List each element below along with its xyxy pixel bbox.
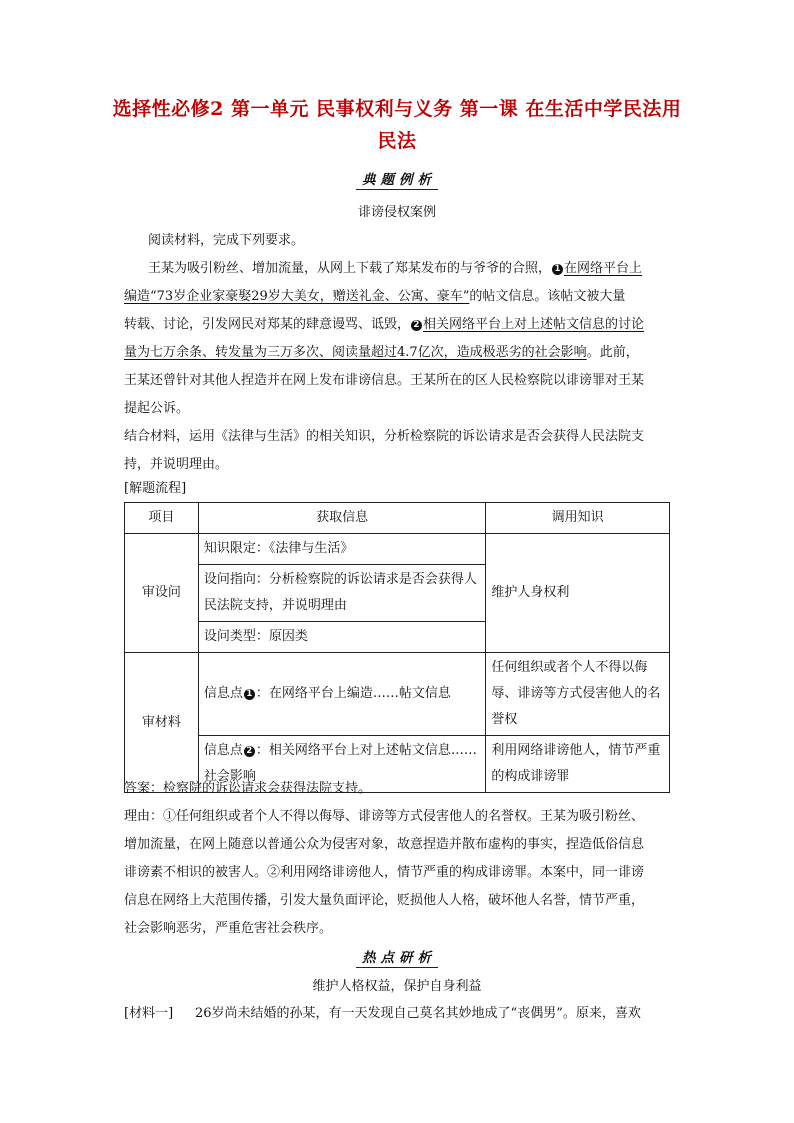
material-line-5: 王某还曾针对其他人捏造并在网上发布诽谤信息。王某所在的区人民检察院以诽谤罪对王某 bbox=[124, 373, 645, 388]
knowledge-reputation-right: 任何组织或者个人不得以侮辱、诽谤等方式侵害他人的名誉权 bbox=[486, 653, 670, 736]
section-2-title: 维护人格权益，保护自身利益 bbox=[312, 979, 482, 994]
section-heading-example: 典题例析 bbox=[0, 168, 794, 190]
reason-line-2: 增加流量，在网上随意以普通公众为侵害对象，故意捏造并散布虚构的事实，捏造低俗信息 bbox=[124, 837, 645, 852]
knowledge-defamation-crime: 利用网络诽谤他人，情节严重的构成诽谤罪 bbox=[486, 736, 670, 793]
question-line-2: 持，并说明理由。 bbox=[124, 457, 229, 472]
case-title: 诽谤侵权案例 bbox=[357, 205, 436, 220]
material-line-4: 量为七万余条、转发量为三万多次、阅读量超过4.7亿次，造成极恶劣的社会影响。此前， bbox=[124, 345, 639, 360]
flow-label: [解题流程] bbox=[124, 481, 187, 496]
question-line-1: 结合材料，运用《法律与生活》的相关知识，分析检察院的诉讼请求是否会获得人民法院支 bbox=[124, 429, 645, 444]
material-line-3: 转载、讨论，引发网民对郑某的肆意谩骂、诋毁， 2 相关网络平台上对上述帖文信息的讨论 bbox=[124, 317, 645, 332]
row-item-material: 审材料 bbox=[125, 653, 199, 793]
material-line-1: 王某为吸引粉丝、增加流量，从网上下载了郑某发布的与爷爷的合照， 1 在网络平台上 bbox=[148, 261, 643, 276]
info-point-2: 信息点 2 ：相关网络平台上对上述帖文信息……社会影响 bbox=[198, 736, 485, 793]
document-title bbox=[100, 93, 694, 157]
reason-line-5: 社会影响恶劣，严重危害社会秩序。 bbox=[124, 921, 333, 936]
info-knowledge-limit: 知识限定：《法律与生活》 bbox=[198, 534, 485, 565]
title-line-2: 民法 bbox=[377, 130, 417, 152]
knowledge-personal-rights: 维护人身权利 bbox=[486, 534, 670, 653]
answer-text: 答案：检察院的诉讼请求会获得法院支持。 bbox=[124, 781, 372, 796]
title-line-1: 选择性必修2 第一单元 民事权利与义务 第一课 在生活中学民法用 bbox=[112, 98, 682, 120]
reason-line-3: 诽谤素不相识的被害人。②利用网络诽谤他人，情节严重的构成诽谤罪。本案中，同一诽谤 bbox=[124, 865, 645, 880]
table-row bbox=[125, 534, 670, 565]
table-row bbox=[125, 653, 670, 736]
table-header-row bbox=[125, 503, 670, 534]
material-line-2: 编造“73岁企业家豪娶29岁大美女，赠送礼金、公寓、豪车”的帖文信息。该帖文被大量 bbox=[124, 289, 626, 304]
circle-number-1: 1 bbox=[552, 264, 563, 275]
row-item-question: 审设问 bbox=[125, 534, 199, 653]
header-knowledge: 调用知识 bbox=[486, 503, 670, 534]
info-point-1: 信息点 1 ：在网络平台上编造……帖文信息 bbox=[198, 653, 485, 736]
material-line-6: 提起公诉。 bbox=[124, 401, 190, 416]
info-question-direction: 设问指向：分析检察院的诉讼请求是否会获得人民法院支持，并说明理由 bbox=[198, 565, 485, 622]
material-one-text: 26岁尚未结婚的孙某，有一天发现自己莫名其妙地成了“丧偶男”。原来，喜欢 bbox=[195, 1006, 641, 1021]
solution-flow-table bbox=[124, 502, 670, 793]
header-item: 项目 bbox=[125, 503, 199, 534]
section-heading-hotspot: 热点研析 bbox=[0, 946, 794, 968]
header-info: 获取信息 bbox=[198, 503, 485, 534]
circle-number-2: 2 bbox=[411, 320, 422, 331]
intro-text: 阅读材料，完成下列要求。 bbox=[148, 233, 305, 248]
material-one-label: [材料一] bbox=[124, 1006, 174, 1021]
info-question-type: 设问类型：原因类 bbox=[198, 622, 485, 653]
reason-line-1: 理由：①任何组织或者个人不得以侮辱、诽谤等方式侵害他人的名誉权。王某为吸引粉丝、 bbox=[124, 809, 645, 824]
reason-line-4: 信息在网络上大范围传播，引发大量负面评论，贬损他人人格，破坏他人名誉，情节严重， bbox=[124, 893, 645, 908]
